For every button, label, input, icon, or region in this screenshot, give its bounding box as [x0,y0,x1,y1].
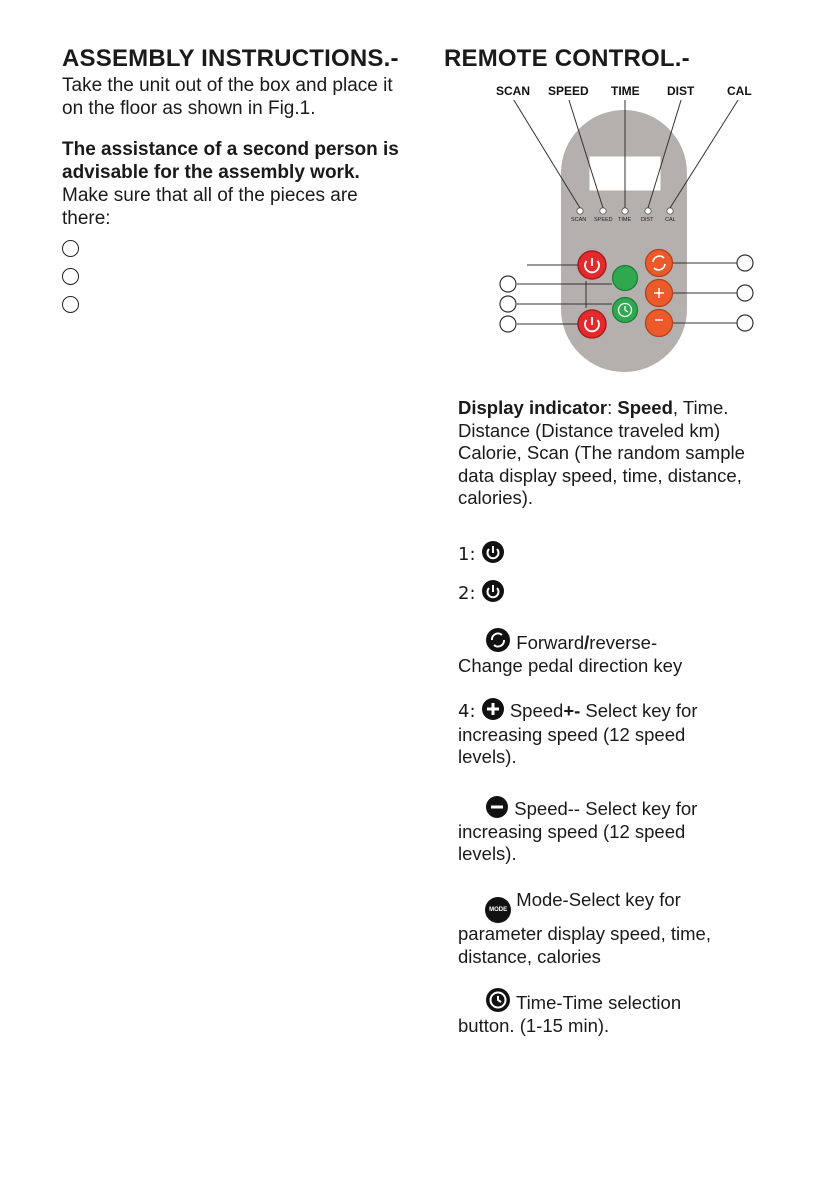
item6-rest: parameter display speed, time, distance, calories [458,923,711,967]
mode-button [613,266,638,291]
panel-label-scan: SCAN [571,217,587,223]
item7-text: Time-Time selection [515,992,682,1013]
panel-label-dist: DIST [641,217,654,223]
item4-sign: +- [563,700,581,721]
callout-circle [500,296,516,312]
display-speed: Speed [617,397,673,418]
item5 [458,795,748,866]
assembly-check: Make sure that all of the pieces are there: [62,185,358,229]
parts-item-circle [62,268,79,285]
assembly-warning: The assistance of a second person is advisable for the assembly work. [62,139,399,183]
power-icon [481,579,505,603]
led-speed [600,208,606,214]
item1-number: 1: [458,544,476,565]
assembly-intro: Take the unit out of the box and place it on the floor as shown in Fig.1. [62,75,393,119]
item4 [458,697,748,769]
led-scan [577,208,583,214]
remote-diagram [490,100,760,375]
label-dist: DIST [667,84,695,98]
callout-circle [737,285,753,301]
power-icon [481,540,505,564]
item3 [458,627,758,677]
item3-line2: Change pedal direction key [458,654,683,676]
plus-icon [481,697,505,721]
panel-label-speed: SPEED [594,217,613,223]
display-rest: Time. Distance (Distance traveled km) Calorie, Scan (The random sample data display speed, time, distance, calories). [458,397,745,508]
display-comma: , [672,397,679,418]
item4-text: Speed [509,700,564,721]
label-time: TIME [611,84,640,98]
led-time [622,208,628,214]
direction-icon [485,627,511,653]
label-speed: SPEED [548,84,589,98]
led-cal [667,208,673,214]
callout-circle [500,316,516,332]
item2-number: 2: [458,583,476,604]
panel-label-cal: CAL [665,217,676,223]
item7-rest: button. (1-15 min). [458,1014,610,1036]
direction-button [646,250,673,277]
parts-item-circle [62,240,79,257]
item4-rest: Select key for increasing speed (12 speed levels). [458,700,698,767]
minus-icon [485,795,509,819]
label-cal: CAL [727,84,752,98]
callout-circle [737,315,753,331]
item6-text: Mode-Select key for [516,889,681,910]
parts-item-circle [62,296,79,313]
callout-circle [500,276,516,292]
display-indicator-block [458,397,758,510]
speed-minus-button [646,310,673,337]
item3-reverse: reverse- [589,632,658,653]
remote-title: REMOTE CONTROL.- [444,45,690,72]
item5-text: Speed-- Select key for increasing speed (12 speed levels). [458,798,698,864]
item3-forward: Forward [516,632,585,653]
item7 [458,987,748,1037]
item4-number: 4: [458,701,476,722]
item2 [458,579,505,606]
mode-icon: MODE [485,897,511,923]
clock-icon [485,987,511,1013]
item3-slash: / [584,632,590,653]
label-scan: SCAN [496,84,531,98]
item6 [458,889,748,968]
callout-circle [737,255,753,271]
display-label: Display indicator [458,397,608,418]
display-colon: : [607,397,613,418]
item1 [458,540,505,567]
led-dist [645,208,651,214]
panel-label-time: TIME [618,217,632,223]
assembly-title: ASSEMBLY INSTRUCTIONS.- [62,45,399,72]
